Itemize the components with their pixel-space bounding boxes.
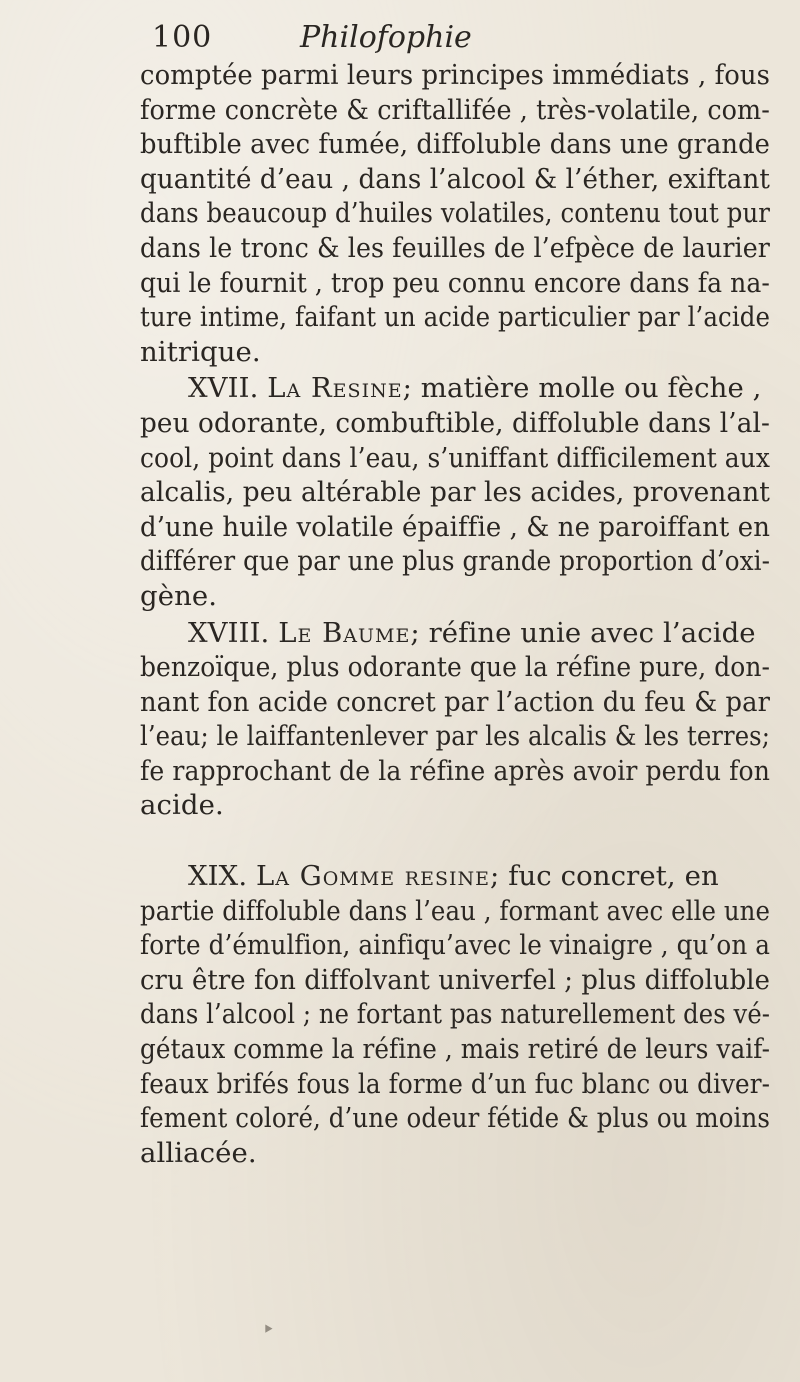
text-line: nant fon acide concret par l’action du feu & par [140,685,770,718]
text-line: comptée parmi leurs principes immédiats , fous [140,59,770,91]
section-heading-line [140,859,770,894]
section-numeral: XVII. [188,372,268,405]
text-line: feaux brifés fous la forme d’un fuc blanc ou diver- [140,1067,771,1100]
running-title: Philofophie [300,20,472,55]
text-line: forme concrète & criftallifée , très-volatile, com- [140,93,770,126]
section-xviii [140,616,770,824]
text-line: gétaux comme la réfine , mais retiré de leurs vaif- [140,1033,771,1066]
text-line: différer que par une plus grande proportion d’oxi- [140,545,771,578]
text-line: l’eau; le laiffantenlever par les alcalis & les terres; [140,720,771,753]
text-line: cool, point dans l’eau, s’uniffant difficilement aux [140,441,770,474]
text-line: benzoïque, plus odorante que la réfine pure, don- [140,651,771,684]
ink-smudge-icon: ‣ [262,1318,275,1343]
text-line: d’une huile volatile épaiffie , & ne paroiffant en [140,510,771,543]
text-line: alcalis, peu altérable par les acides, provenant [140,476,770,509]
text-line: alliacée. [140,1136,257,1169]
section-term: La Gomme resine [256,860,490,893]
text-line: dans beaucoup d’huiles volatiles, contenu tout pur [140,197,770,230]
text-line: qui le fournit , trop peu connu encore dans fa na- [140,266,770,299]
text-line: acide. [140,789,224,822]
section-numeral: XIX. [188,860,257,893]
text-line: nitrique. [140,335,261,368]
section-numeral: XVIII. [188,616,279,649]
text-line: peu odorante, combuftible, diffoluble dans l’al- [140,406,770,439]
section-first-line-rest: ; réfine unie avec l’acide [410,616,756,649]
section-term: Le Baume [278,616,411,649]
section-heading-line [140,616,770,651]
section-first-line-rest: ; matière molle ou fèche , [402,372,762,405]
running-head [140,18,770,58]
section-first-line-rest: ; fuc concret, en [490,860,719,893]
section-heading-line [140,371,770,406]
section-xix [140,859,770,1170]
text-line: ture intime, faifant un acide particulier par l’acide [140,301,771,334]
text-line: cru être fon diffolvant univerfel ; plus diffoluble [140,963,771,996]
text-line: partie diffoluble dans l’eau , formant avec elle une [140,894,770,927]
section-xvii [140,371,770,613]
paragraph-continuation [140,58,770,369]
page-number: 100 [152,20,213,55]
text-line: gène. [140,579,218,612]
text-line: buftible avec fumée, diffoluble dans une grande [140,128,770,161]
text-line: fe rapprochant de la réfine après avoir perdu fon [140,754,771,787]
section-term: La Resine [267,372,403,405]
body-text [140,58,770,1170]
text-line: quantité d’eau , dans l’alcool & l’éther, exiftant [140,162,770,195]
text-line: dans le tronc & les feuilles de l’efpèce de laurier [140,231,770,264]
text-line: fement coloré, d’une odeur fétide & plus ou moins [140,1102,770,1135]
text-line: forte d’émulfion, ainfiqu’avec le vinaigre , qu’on a [140,929,770,962]
text-line: dans l’alcool ; ne fortant pas naturellement des vé- [140,998,771,1031]
